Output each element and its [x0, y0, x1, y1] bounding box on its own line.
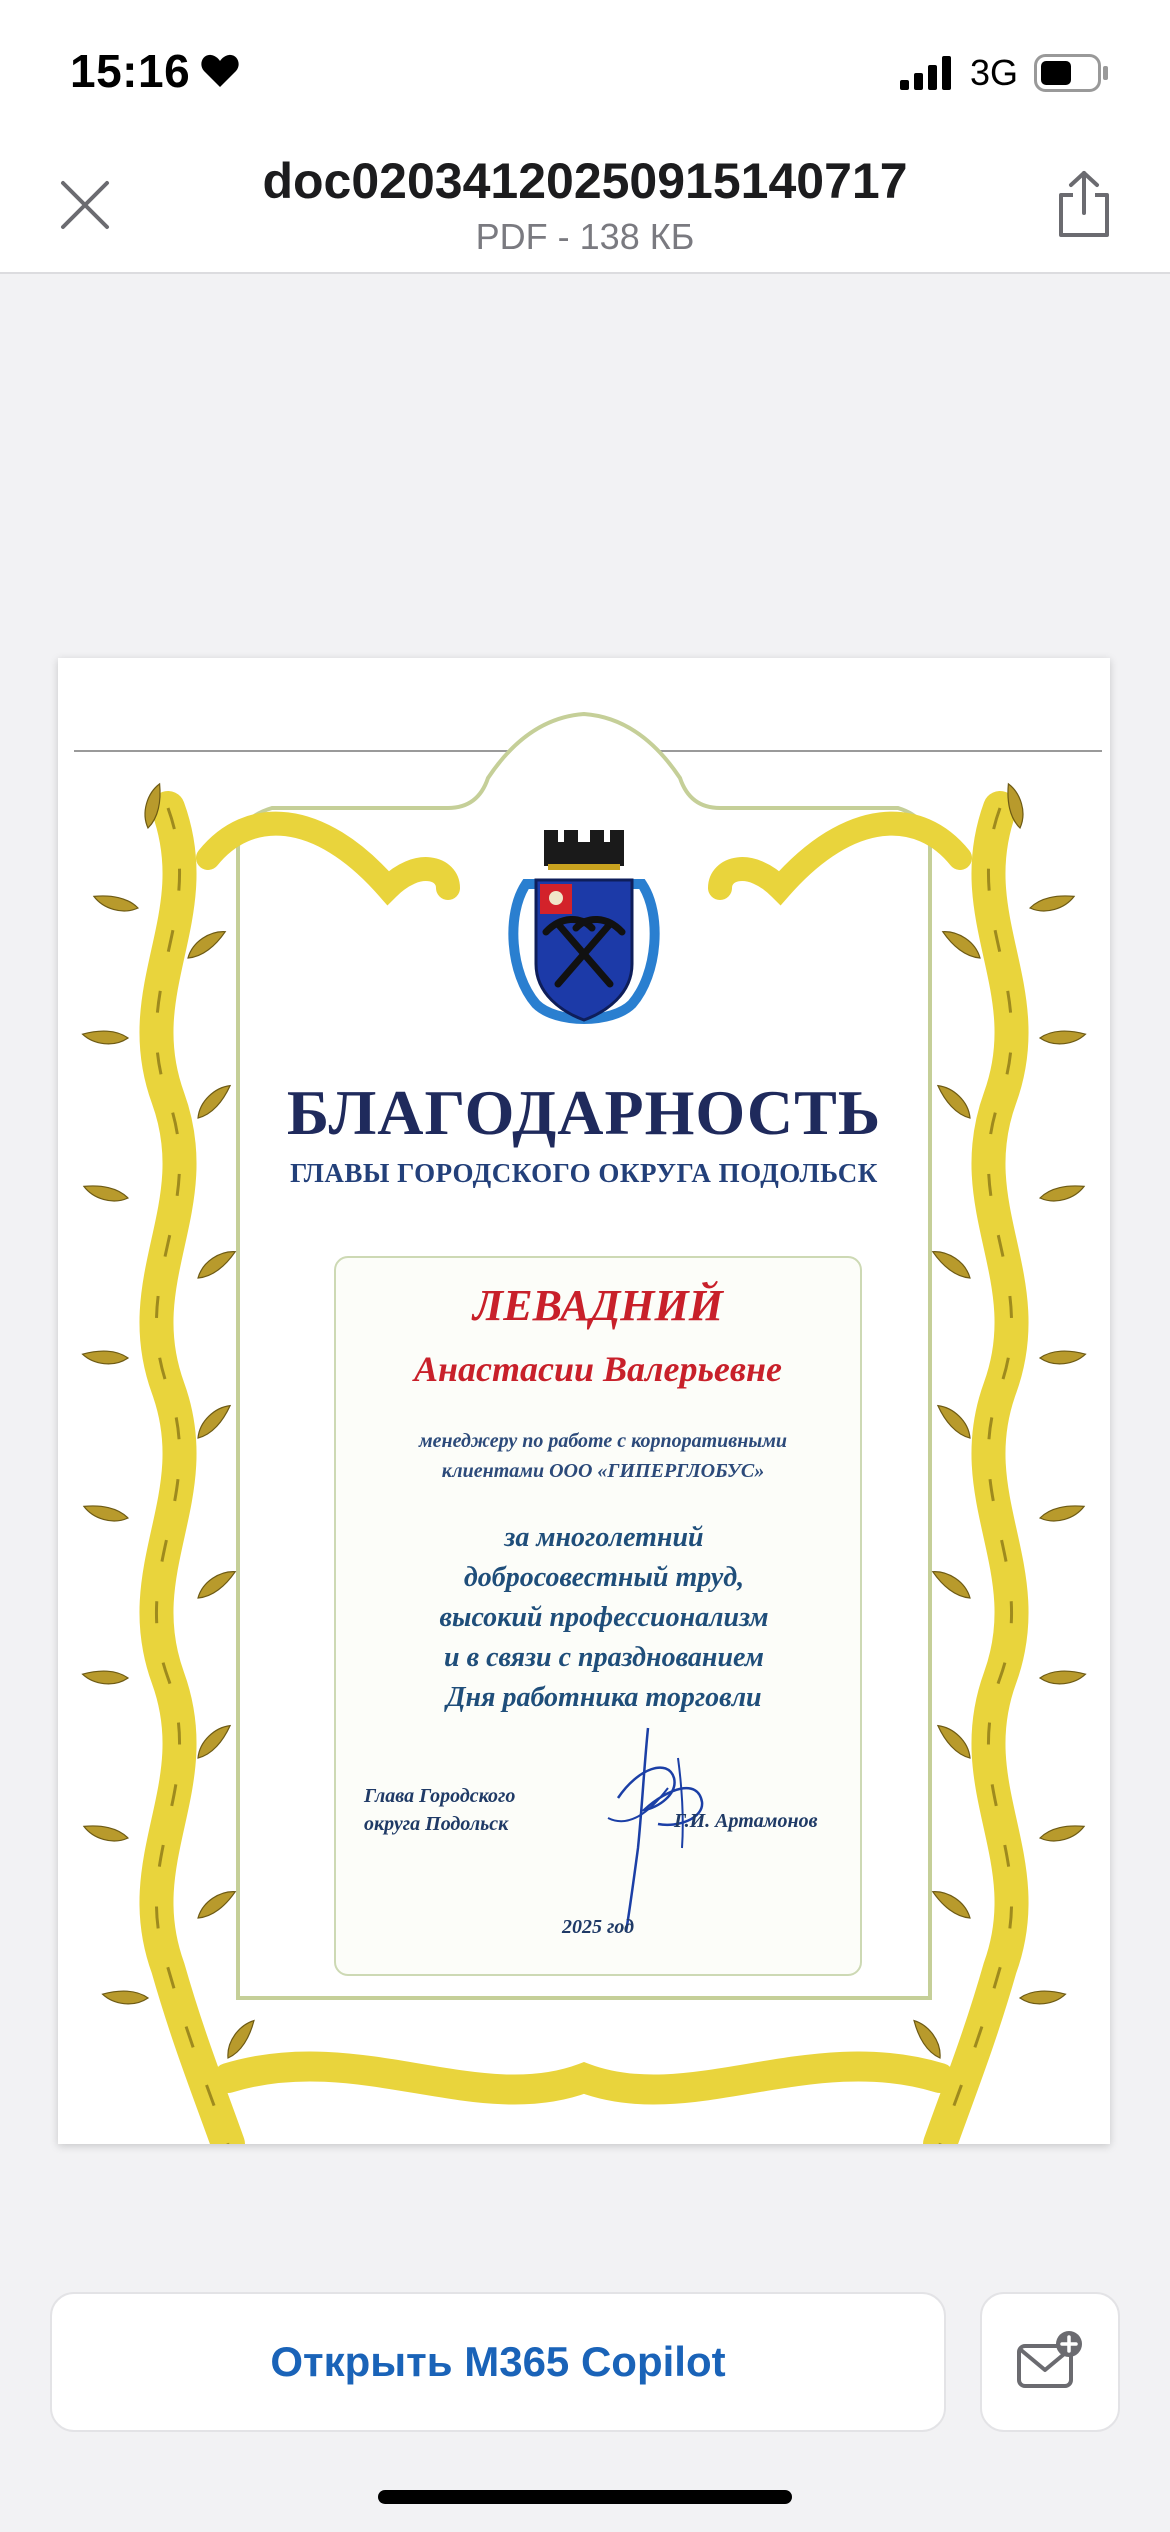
- open-copilot-button[interactable]: Открыть M365 Copilot: [50, 2292, 946, 2432]
- award-reason: [354, 1518, 854, 1718]
- status-bar: [0, 0, 1170, 140]
- close-icon: [57, 177, 113, 233]
- close-button[interactable]: [50, 170, 120, 240]
- certificate-year: 2025 год: [561, 1916, 635, 1938]
- city-emblem: [506, 824, 662, 1034]
- heart-icon: [200, 53, 240, 89]
- status-indicators: [900, 52, 1110, 94]
- recipient-position: [368, 1426, 838, 1486]
- home-indicator[interactable]: [378, 2490, 792, 2504]
- reason-line: и в связи с празднованием: [444, 1642, 764, 1673]
- reason-line: Дня работника торговли: [446, 1682, 762, 1713]
- document-meta: PDF - 138 КБ: [475, 216, 695, 257]
- reason-line: высокий профессионализм: [439, 1602, 769, 1633]
- signer-title-line: округа Подольск: [364, 1813, 509, 1835]
- document-title: doc02034120250915140717: [262, 153, 908, 209]
- network-label: 3G: [969, 52, 1018, 93]
- signal-icon: [900, 56, 954, 90]
- share-button[interactable]: [1048, 166, 1120, 242]
- position-line: клиентами ООО «ГИПЕРГЛОБУС»: [441, 1460, 765, 1482]
- document-preview[interactable]: [58, 658, 1110, 2144]
- certificate-title: БЛАГОДАРНОСТЬ: [286, 1077, 882, 1148]
- certificate-subtitle: ГЛАВЫ ГОРОДСКОГО ОКРУГА ПОДОЛЬСК: [290, 1158, 878, 1188]
- position-line: менеджеру по работе с корпоративными: [418, 1430, 788, 1452]
- mail-add-icon: [1015, 2330, 1085, 2394]
- battery-icon: [1034, 54, 1110, 92]
- reason-line: за многолетний: [504, 1522, 704, 1553]
- document-header: [0, 140, 1170, 274]
- signer-title-line: Глава Городского: [364, 1785, 516, 1807]
- reason-line: добросовестный труд,: [463, 1562, 745, 1593]
- signer-title: [364, 1782, 515, 1838]
- share-icon: [1053, 169, 1115, 239]
- signer-name: Г.И. Артамонов: [674, 1810, 818, 1832]
- mail-add-button[interactable]: [980, 2292, 1120, 2432]
- recipient-name: Анастасии Валерьевне: [414, 1349, 782, 1389]
- recipient-surname: ЛЕВАДНИЙ: [473, 1281, 723, 1330]
- status-time-group: [70, 44, 240, 98]
- status-time: 15:16: [70, 45, 191, 97]
